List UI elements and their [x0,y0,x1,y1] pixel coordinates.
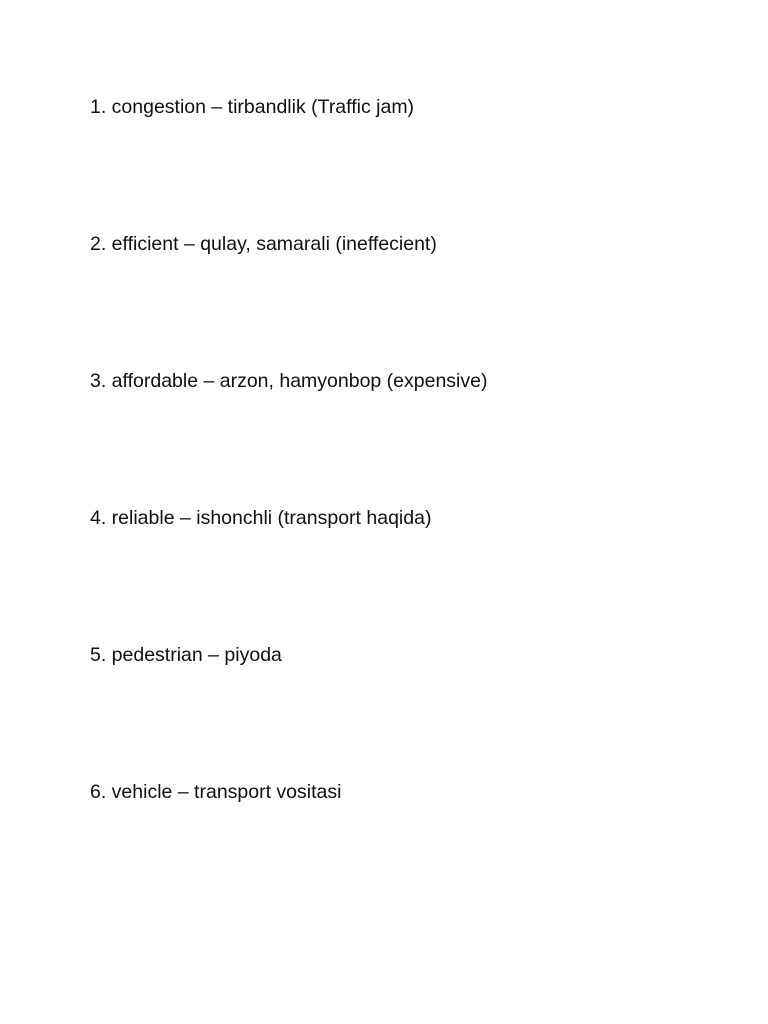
vocabulary-item-affordable: 3. affordable – arzon, hamyonbop (expensive) [90,370,488,392]
vocabulary-item-efficient: 2. efficient – qulay, samarali (ineffecient) [90,233,437,255]
vocabulary-item-reliable: 4. reliable – ishonchli (transport haqida) [90,507,432,529]
vocabulary-item-congestion: 1. congestion – tirbandlik (Traffic jam) [90,96,415,118]
vocabulary-item-vehicle: 6. vehicle – transport vositasi [90,781,342,803]
vocabulary-list [90,94,487,916]
vocabulary-item-pedestrian: 5. pedestrian – piyoda [90,644,282,666]
